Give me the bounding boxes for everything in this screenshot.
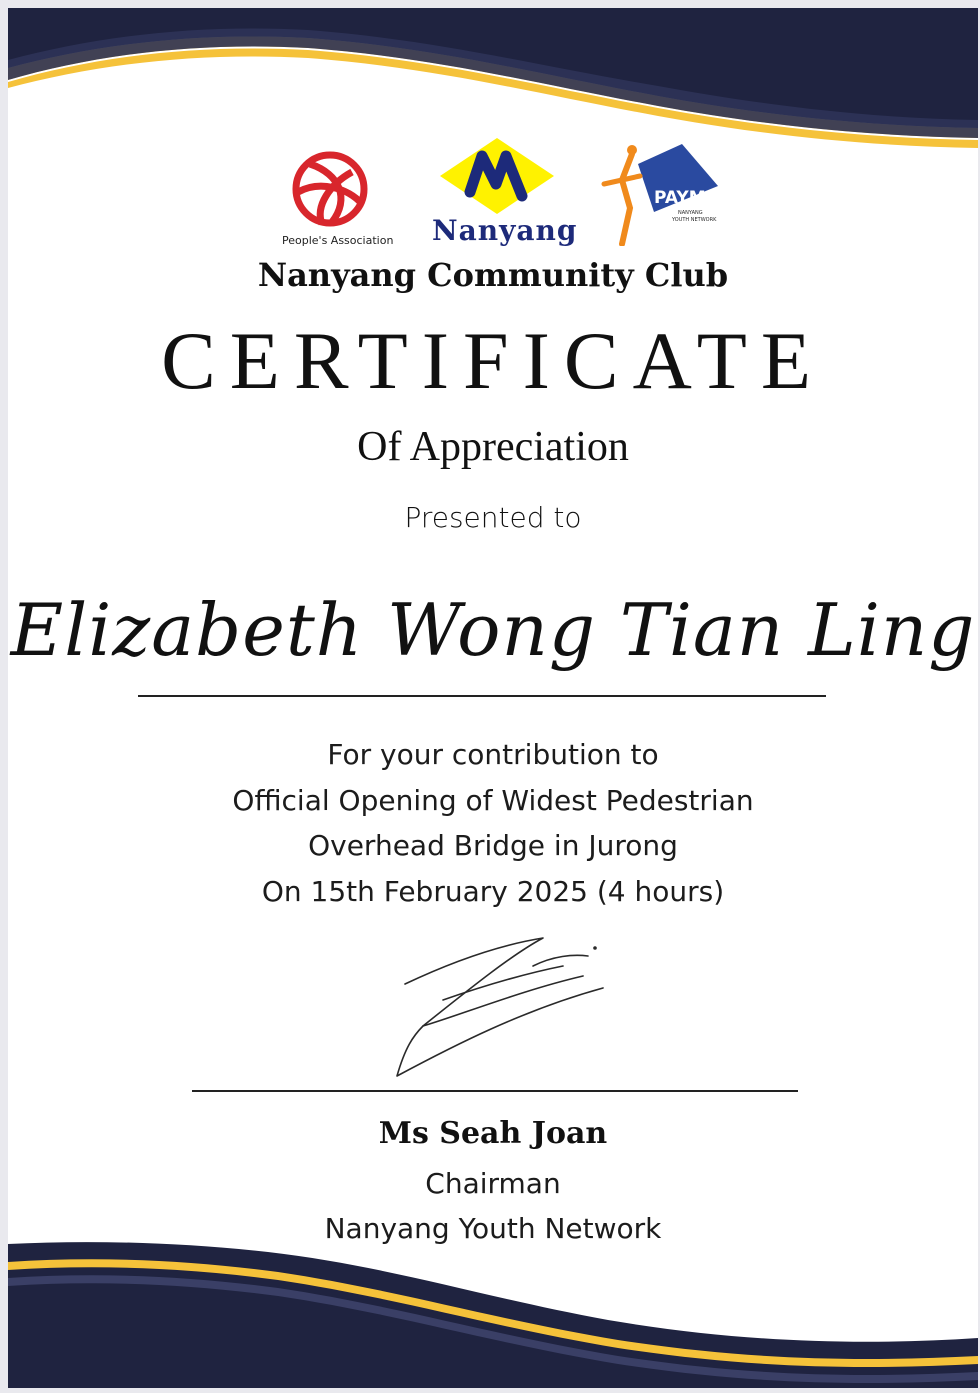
- peoples-association-caption: People's Association: [282, 234, 394, 247]
- contribution-text: [8, 732, 978, 914]
- signature: [383, 926, 613, 1081]
- signer-role: Chairman: [425, 1167, 561, 1200]
- paym-caption-line-1: NANYANG: [678, 210, 703, 216]
- bottom-wave-decoration: [8, 1238, 978, 1388]
- contribution-line: Official Opening of Widest Pedestrian: [232, 783, 754, 817]
- paym-logo: [592, 136, 732, 246]
- contribution-line: Overhead Bridge in Jurong: [308, 829, 678, 862]
- nanyang-wordmark: Nanyang: [432, 214, 578, 247]
- paym-caption-line-2: YOUTH NETWORK: [672, 217, 717, 223]
- contribution-line: For your contribution to: [327, 738, 659, 771]
- peoples-association-logo: [270, 144, 394, 254]
- certificate-title: CERTIFICATE: [161, 315, 825, 406]
- certificate-subtitle: Of Appreciation: [357, 424, 629, 470]
- recipient-underline: [138, 695, 826, 697]
- paym-wordmark: PAYM: [654, 188, 706, 208]
- signer-name: Ms Seah Joan: [378, 1116, 608, 1151]
- signature-line: [192, 1090, 798, 1092]
- signer-organisation: Nanyang Youth Network: [324, 1212, 662, 1245]
- nanyang-logo: [422, 136, 578, 254]
- club-name: Nanyang Community Club: [257, 256, 729, 294]
- presented-to-label: Presented to: [404, 501, 582, 534]
- certificate-page: [8, 8, 978, 1388]
- partner-logos: [8, 136, 978, 256]
- contribution-line: On 15th February 2025 (4 hours): [261, 874, 725, 908]
- recipient-name: Elizabeth Wong Tian Ling: [10, 588, 976, 672]
